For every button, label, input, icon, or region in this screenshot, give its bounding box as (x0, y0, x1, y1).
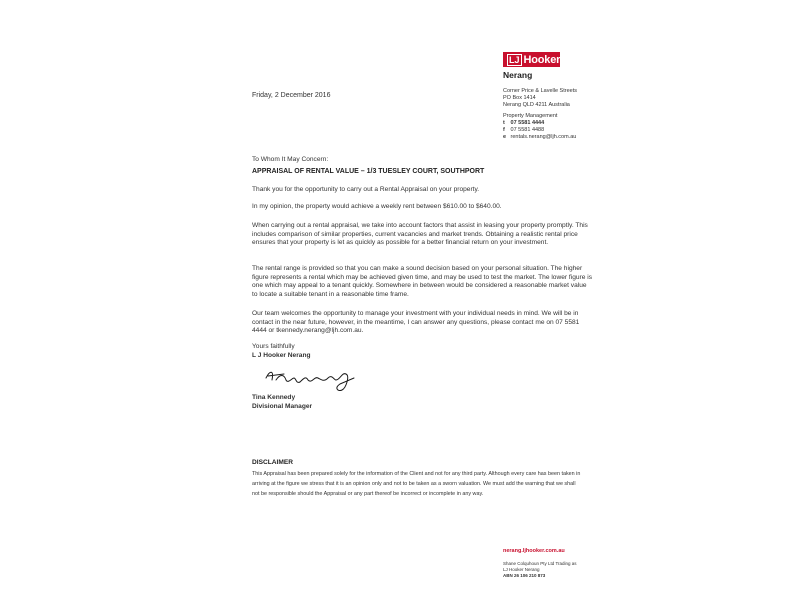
contact-value: 07 5581 4488 (510, 127, 545, 133)
letter-date: Friday, 2 December 2016 (252, 92, 331, 99)
paragraph: When carrying out a rental appraisal, we take into account factors that assist in leasing your property promptly. This includes comparison of similar properties, current vacancies and market trends. Obtaining a realistic rental price ensures that your property is let as quickly as possible for a better financial return on your investment. (252, 222, 588, 247)
department-label: Property Management (503, 113, 558, 119)
address-line: Corner Price & Lavelle Streets (503, 88, 577, 94)
address-line: Nerang QLD 4211 Australia (503, 102, 570, 108)
salutation: To Whom It May Concern: (252, 156, 329, 163)
contact-value: rentals.nerang@ljh.com.au (510, 134, 577, 140)
letter-subject: APPRAISAL OF RENTAL VALUE – 1/3 TUESLEY COURT, SOUTHPORT (252, 168, 485, 175)
contact-key: e (503, 134, 507, 140)
logo-wordmark: Hooker (523, 53, 561, 66)
paragraph: The rental range is provided so that you can make a sound decision based on your personal situation. The higher figure represents a rental which may be achieved given time, and may be used to test the market. The lower figure is one which may appeal to a tenant quickly. Somewhere in between would be considered a reasonable market value to locate a suitable tenant in a reasonable time frame. (252, 265, 592, 298)
contact-key: t (503, 120, 505, 126)
paragraph: In my opinion, the property would achieve a weekly rent between $610.00 to $640.00. (252, 203, 502, 210)
footer-website: nerang.ljhooker.com.au (503, 548, 565, 554)
paragraph: Thank you for the opportunity to carry out a Rental Appraisal on your property. (252, 186, 480, 193)
lj-hooker-logo (503, 52, 560, 67)
signature-image (262, 364, 362, 392)
disclaimer-title: DISCLAIMER (252, 459, 294, 466)
footer-line: LJ Hooker Nerang (503, 567, 540, 572)
footer-line: Shane Colquhoun Pty Ltd Trading as (503, 561, 577, 566)
contact-key: f (503, 127, 505, 133)
logo-mark: LJ (509, 54, 520, 65)
contact-phone (503, 120, 544, 127)
footer-abn: ABN 26 106 210 873 (503, 573, 546, 578)
closing: Yours faithfully (252, 343, 295, 350)
office-name: Nerang (503, 70, 533, 80)
disclaimer-text: This Appraisal has been prepared solely for the information of the Client and not for any third party. Although every care has been taken in arriving at the figure we stress that it is an opinion only and not to be taken as a sworn valuation. We must add the warning that we shall not be responsible should the Appraisal or any part thereof be incorrect or incomplete in any way. (252, 471, 581, 497)
signatory-name: Tina Kennedy (252, 394, 296, 401)
address-line: PO Box 1414 (503, 95, 536, 101)
contact-value: 07 5581 4444 (510, 120, 545, 126)
paragraph: Our team welcomes the opportunity to manage your investment with your individual needs in mind. We will be in contact in the near future, however, in the meantime, I can answer any questions, please contact me on 07 5581 4444 or tkennedy.nerang@ljh.com.au. (252, 310, 580, 335)
company-name: L J Hooker Nerang (252, 352, 311, 359)
contact-fax (503, 127, 544, 134)
contact-email (503, 134, 576, 141)
signatory-title: Divisional Manager (252, 403, 313, 410)
